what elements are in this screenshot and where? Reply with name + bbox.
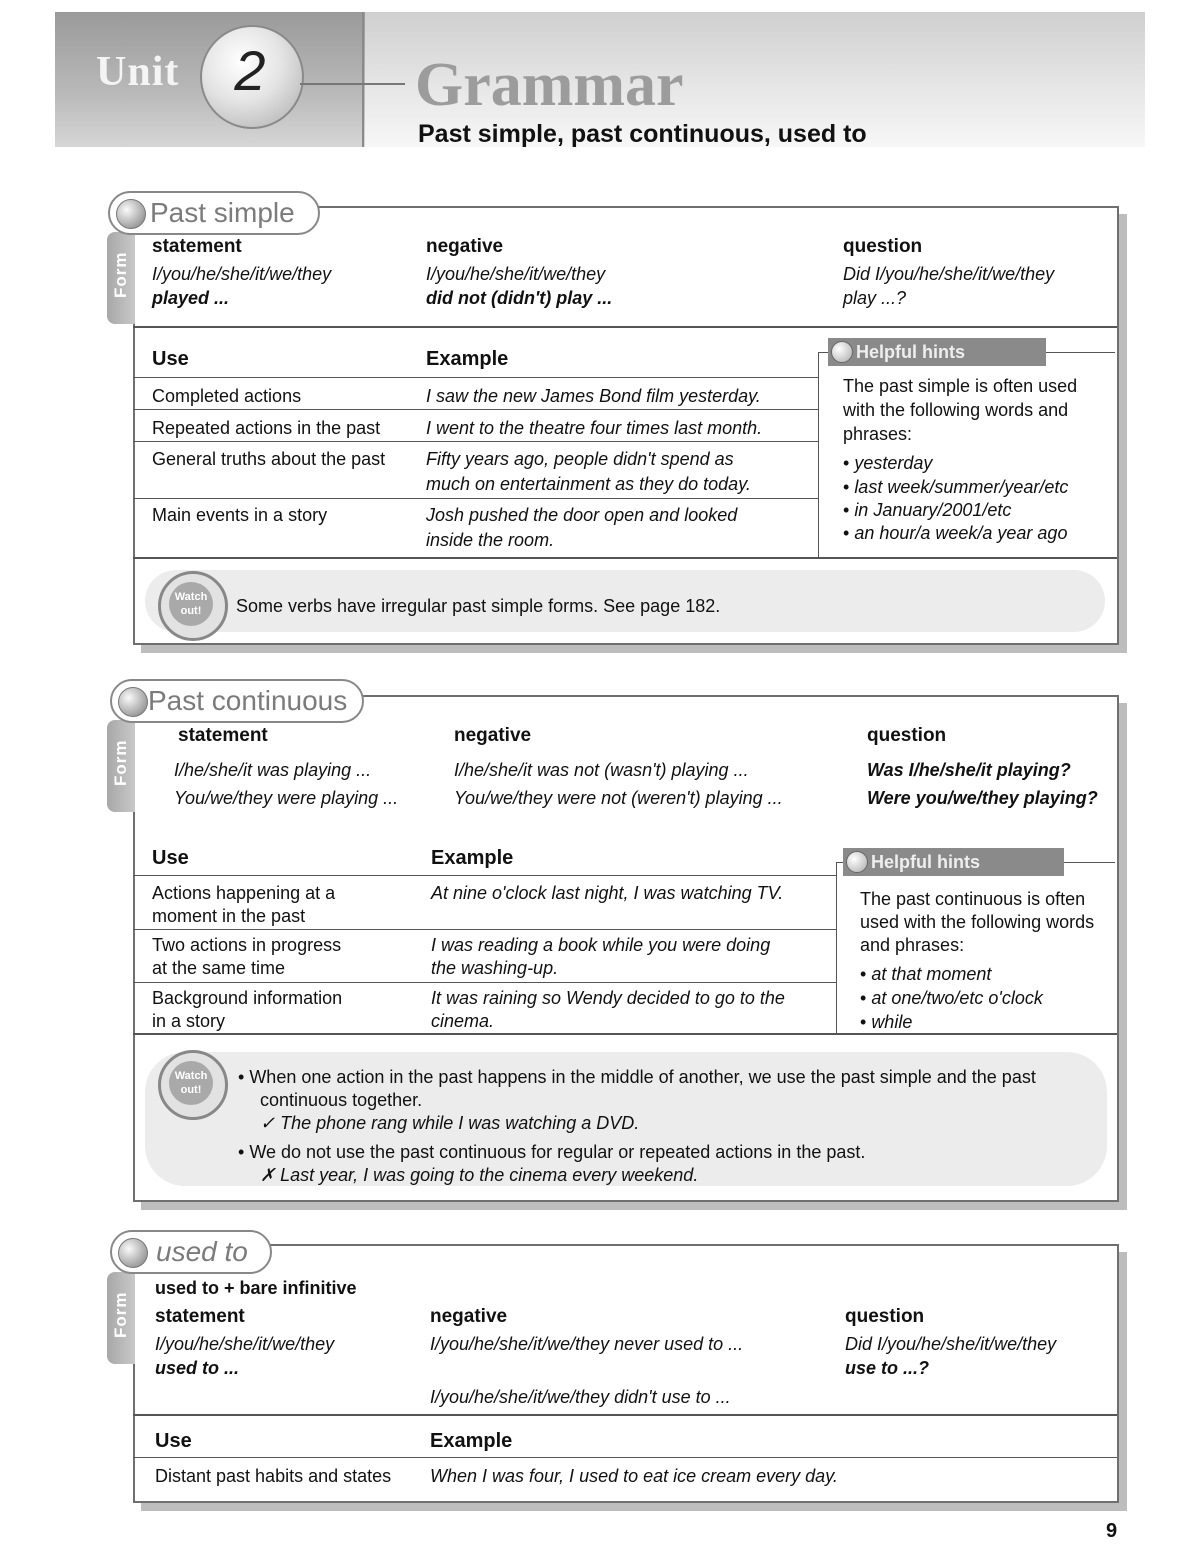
- example-header: Example: [431, 847, 514, 869]
- question-line: use to ...?: [845, 1358, 930, 1378]
- use-header: Use: [152, 847, 189, 869]
- watch-out-point: • We do not use the past continuous for regular or repeated actions in the past.: [238, 1142, 866, 1162]
- col-statement: statement: [178, 725, 268, 746]
- form-divider: [133, 1414, 1117, 1416]
- example-header: Example: [426, 348, 509, 370]
- question-line2: play ...?: [843, 288, 907, 308]
- page-number: 9: [1106, 1520, 1118, 1542]
- table-col-divider: [818, 352, 819, 557]
- hints-list-item: • at that moment: [860, 964, 992, 984]
- bullet-icon: [118, 1238, 148, 1268]
- bullet-icon: [831, 341, 853, 363]
- past-continuous-heading-pill: [110, 679, 364, 723]
- col-negative: negative: [454, 725, 532, 746]
- past-simple-heading: Past simple: [150, 197, 295, 228]
- hints-intro: with the following words and: [843, 400, 1069, 420]
- table-bottom-rule: [133, 1033, 1117, 1035]
- example-cell: cinema.: [431, 1011, 495, 1031]
- use-cell: Main events in a story: [152, 505, 328, 525]
- statement-line: You/we/they were playing ...: [174, 788, 399, 808]
- watch-out-example-wrong: ✗ Last year, I was going to the cinema every weekend.: [260, 1165, 699, 1185]
- use-cell: Two actions in progress: [152, 935, 342, 955]
- example-cell: I went to the theatre four times last month.: [426, 418, 763, 438]
- use-cell: Distant past habits and states: [155, 1466, 392, 1486]
- page-subtitle: Past simple, past continuous, used to: [418, 120, 867, 148]
- table-rule: [133, 1457, 1117, 1458]
- watch-out-example-correct: ✓ The phone rang while I was watching a DVD.: [260, 1113, 640, 1133]
- negative-verb: did not (didn't) play ...: [426, 288, 613, 308]
- watch-out-point: • When one action in the past happens in the middle of another, we use the past simple and the past: [238, 1067, 1036, 1087]
- table-rule: [133, 982, 836, 983]
- example-cell: the washing-up.: [431, 958, 559, 978]
- hints-intro: phrases:: [843, 424, 913, 444]
- statement-line: I/you/he/she/it/we/they: [155, 1334, 335, 1354]
- hints-list-item: • an hour/a week/a year ago: [843, 523, 1068, 543]
- use-cell: Background information: [152, 988, 343, 1008]
- col-question: question: [843, 236, 923, 257]
- bullet-icon: [116, 199, 146, 229]
- use-cell: Completed actions: [152, 386, 302, 406]
- example-cell: At nine o'clock last night, I was watching TV.: [431, 883, 784, 903]
- col-statement: statement: [152, 236, 242, 257]
- negative-line: I/you/he/she/it/we/they never used to ...: [430, 1334, 744, 1354]
- question-line: Were you/we/they playing?: [867, 788, 1098, 808]
- question-line: Did I/you/he/she/it/we/they: [845, 1334, 1057, 1354]
- table-rule: [133, 441, 819, 442]
- statement-line: I/he/she/it was playing ...: [174, 760, 372, 780]
- used-to-heading-pill: [110, 1230, 272, 1274]
- hints-intro: The past continuous is often: [860, 889, 1086, 909]
- helpful-hints-label: Helpful hints: [843, 848, 1064, 876]
- col-question: question: [867, 725, 947, 746]
- past-simple-heading-pill: [108, 191, 320, 235]
- use-cell: Actions happening at a: [152, 883, 336, 903]
- past-simple-form-tab: Form: [107, 232, 135, 324]
- example-cell: Fifty years ago, people didn't spend as: [426, 449, 734, 469]
- watch-out-badge: [158, 571, 228, 641]
- header-divider: [362, 12, 364, 147]
- unit-number: 2: [234, 39, 266, 102]
- hints-list-item: • at one/two/etc o'clock: [860, 988, 1043, 1008]
- example-cell: much on entertainment as they do today.: [426, 474, 751, 494]
- statement-subject: I/you/he/she/it/we/they: [152, 264, 332, 284]
- page-title: Grammar: [415, 51, 684, 119]
- hints-intro: and phrases:: [860, 935, 965, 955]
- past-continuous-heading: Past continuous: [148, 685, 348, 716]
- hints-intro: used with the following words: [860, 912, 1095, 932]
- example-cell: I was reading a book while you were doing: [431, 935, 771, 955]
- table-rule: [133, 875, 836, 876]
- used-to-heading: used to: [156, 1236, 248, 1267]
- table-rule: [133, 377, 819, 378]
- table-rule: [133, 409, 819, 410]
- example-cell: Josh pushed the door open and looked: [426, 505, 738, 525]
- bullet-icon: [118, 687, 148, 717]
- question-line: Was I/he/she/it playing?: [867, 760, 1071, 780]
- hints-list-item: • yesterday: [843, 453, 933, 473]
- example-header: Example: [430, 1430, 513, 1452]
- example-cell: I saw the new James Bond film yesterday.: [426, 386, 761, 406]
- example-cell: When I was four, I used to eat ice cream every day.: [430, 1466, 838, 1486]
- bullet-icon: [846, 851, 868, 873]
- form-divider: [133, 326, 1117, 328]
- use-cell: at the same time: [152, 958, 286, 978]
- hints-intro: The past simple is often used: [843, 376, 1078, 396]
- example-cell: inside the room.: [426, 530, 555, 550]
- watch-out-point: continuous together.: [260, 1090, 423, 1110]
- use-cell: Repeated actions in the past: [152, 418, 381, 438]
- negative-line: I/he/she/it was not (wasn't) playing ...: [454, 760, 749, 780]
- statement-line: used to ...: [155, 1358, 240, 1378]
- negative-subject: I/you/he/she/it/we/they: [426, 264, 606, 284]
- past-continuous-form-tab: Form: [107, 720, 135, 812]
- watch-out-badge: [158, 1050, 228, 1120]
- used-to-rule: used to + bare infinitive: [155, 1278, 357, 1298]
- use-cell: moment in the past: [152, 906, 306, 926]
- negative-line: You/we/they were not (weren't) playing ...: [454, 788, 783, 808]
- table-col-divider: [836, 862, 837, 1033]
- col-statement: statement: [155, 1306, 245, 1327]
- use-cell: General truths about the past: [152, 449, 386, 469]
- watch-out-icon: Watch out!: [169, 582, 213, 626]
- example-cell: It was raining so Wendy decided to go to the: [431, 988, 785, 1008]
- helpful-hints-label: Helpful hints: [828, 338, 1046, 366]
- table-bottom-rule: [133, 557, 1117, 559]
- use-cell: in a story: [152, 1011, 226, 1031]
- hints-list-item: • in January/2001/etc: [843, 500, 1012, 520]
- watch-out-icon: Watch out!: [169, 1061, 213, 1105]
- use-header: Use: [155, 1430, 192, 1452]
- col-negative: negative: [430, 1306, 508, 1327]
- used-to-form-tab: Form: [107, 1272, 135, 1364]
- table-rule: [133, 929, 836, 930]
- question-line1: Did I/you/he/she/it/we/they: [843, 264, 1055, 284]
- hints-list-item: • last week/summer/year/etc: [843, 477, 1069, 497]
- watch-out-text: Some verbs have irregular past simple forms. See page 182.: [236, 596, 721, 616]
- header-rule: [300, 83, 405, 85]
- use-header: Use: [152, 348, 189, 370]
- table-rule: [133, 498, 819, 499]
- unit-label: Unit: [96, 49, 180, 95]
- hints-list-item: • while: [860, 1012, 913, 1032]
- negative-line: I/you/he/she/it/we/they didn't use to ...: [430, 1387, 731, 1407]
- statement-verb: played ...: [152, 288, 230, 308]
- col-negative: negative: [426, 236, 504, 257]
- col-question: question: [845, 1306, 925, 1327]
